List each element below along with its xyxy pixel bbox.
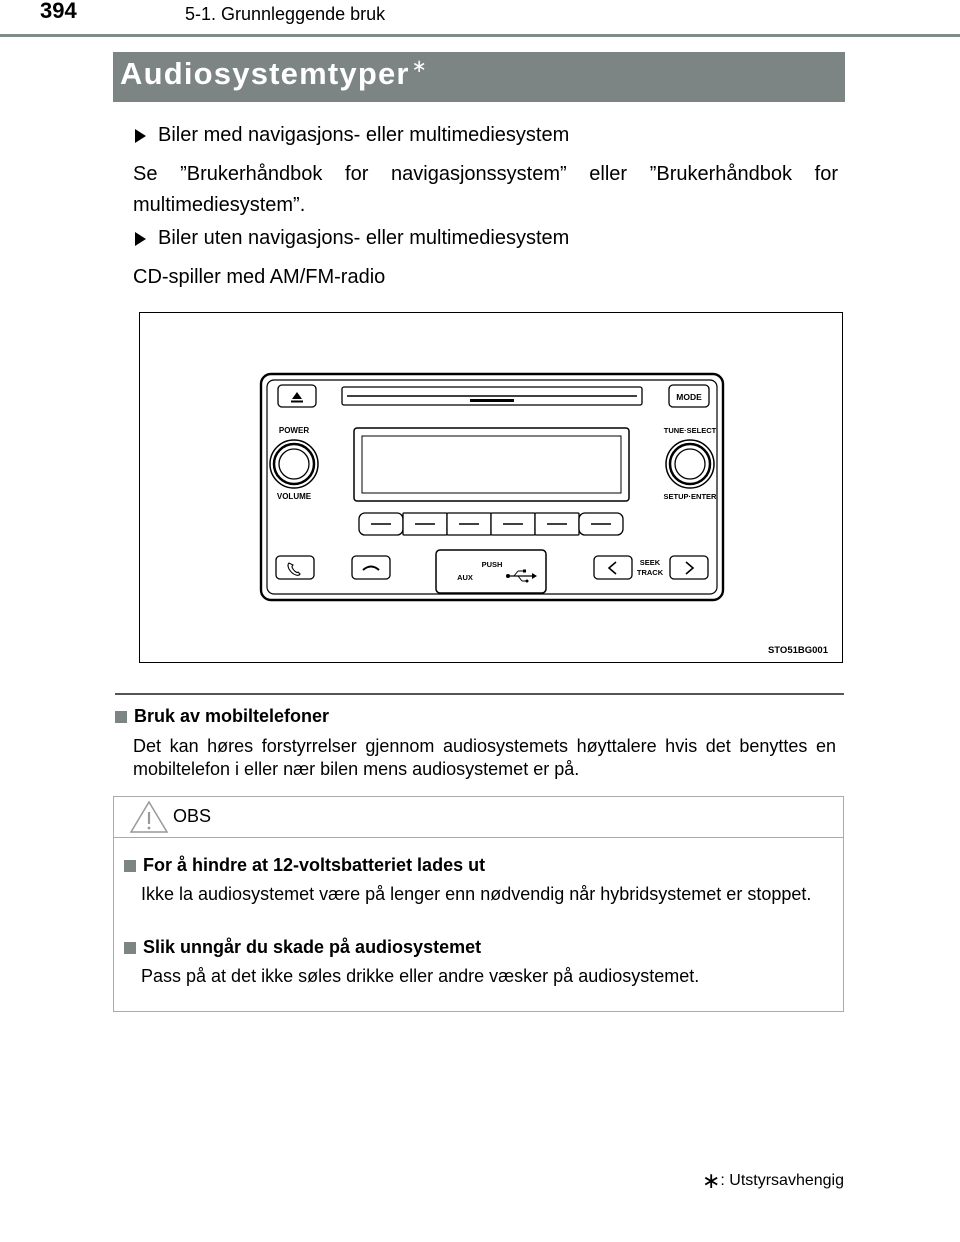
obs-box xyxy=(113,796,844,1012)
preset-button-3[interactable] xyxy=(447,513,491,535)
obs-item2-heading xyxy=(124,937,481,958)
aux-label: AUX xyxy=(457,573,473,582)
audio-unit-figure xyxy=(139,312,843,663)
mobile-heading xyxy=(115,706,329,727)
mode-label: MODE xyxy=(676,392,702,402)
track-label: TRACK xyxy=(636,568,664,577)
preset-button-1[interactable] xyxy=(359,513,403,535)
display-screen xyxy=(354,428,629,501)
title-marker: ∗ xyxy=(411,56,428,76)
triangle-bullet-icon xyxy=(135,129,146,143)
volume-label: VOLUME xyxy=(276,492,312,501)
header-rule xyxy=(0,34,960,37)
eject-button[interactable] xyxy=(278,385,316,407)
preset-button-2[interactable] xyxy=(403,513,447,535)
aux-usb-cover[interactable] xyxy=(436,550,546,593)
figure-code: STO51BG001 xyxy=(767,645,828,656)
preset-button-4[interactable] xyxy=(491,513,535,535)
seek-back-button[interactable] xyxy=(594,556,632,579)
mobile-heading-text: Bruk av mobiltelefoner xyxy=(134,706,330,726)
cd-slot xyxy=(342,387,642,405)
section-rule xyxy=(115,693,844,695)
preset-button-5[interactable] xyxy=(535,513,579,535)
obs-item1-heading-text: For å hindre at 12-voltsbatteriet lades ut xyxy=(143,855,486,875)
obs-title: OBS xyxy=(173,806,212,826)
paragraph-nav-reference: Se ”Brukerhåndbok for navigasjonssystem” eller ”Brukerhåndbok for multimediesystem”. xyxy=(133,163,838,216)
obs-header xyxy=(114,797,843,838)
page-title xyxy=(120,56,428,92)
preset-button-6[interactable] xyxy=(579,513,623,535)
phone-answer-button[interactable] xyxy=(276,556,314,579)
audio-unit-illustration xyxy=(140,313,842,662)
bullet-without-nav xyxy=(133,227,569,250)
square-bullet-icon xyxy=(124,860,136,872)
mobile-text: Det kan høres forstyrrelser gjennom audiosystemets høyttalere hvis det benyttes en mobiltelefon i eller nær bilen mens audiosystemet er på. xyxy=(133,736,836,779)
square-bullet-icon xyxy=(124,942,136,954)
page-title-text: Audiosystemtyper xyxy=(120,56,410,91)
tune-select-label: TUNE·SELECT xyxy=(663,426,717,435)
setup-enter-label: SETUP·ENTER xyxy=(663,492,717,501)
square-bullet-icon xyxy=(115,711,127,723)
bullet-without-nav-text: Biler uten navigasjons- eller multimediesystem xyxy=(158,227,570,249)
push-label: PUSH xyxy=(481,560,503,569)
obs-item2-heading-text: Slik unngår du skade på audiosystemet xyxy=(143,937,482,957)
seek-label: SEEK xyxy=(639,558,661,567)
obs-item1-text: Ikke la audiosystemet være på lenger enn nødvendig når hybridsystemet er stoppet. xyxy=(141,884,812,904)
bullet-with-nav xyxy=(133,124,569,147)
bullet-with-nav-text: Biler med navigasjons- eller multimediesystem xyxy=(158,124,570,146)
obs-item1-heading xyxy=(124,855,485,876)
triangle-bullet-icon xyxy=(135,232,146,246)
power-label: POWER xyxy=(278,426,310,435)
preset-buttons xyxy=(359,513,623,535)
footnote-marker: ∗ xyxy=(701,1168,721,1193)
paragraph-cd-player: CD-spiller med AM/FM-radio xyxy=(133,266,386,288)
warning-triangle-icon xyxy=(128,799,170,835)
footnote-text: : Utstyrsavhengig xyxy=(720,1172,844,1189)
page-number: 394 xyxy=(40,0,77,23)
mode-button[interactable] xyxy=(669,385,709,407)
seek-forward-button[interactable] xyxy=(670,556,708,579)
section-path: 5-1. Grunnleggende bruk xyxy=(185,4,386,24)
phone-hangup-button[interactable] xyxy=(352,556,390,579)
obs-item2-text: Pass på at det ikke søles drikke eller andre væsker på audiosystemet. xyxy=(141,966,700,986)
footnote xyxy=(701,1168,844,1193)
